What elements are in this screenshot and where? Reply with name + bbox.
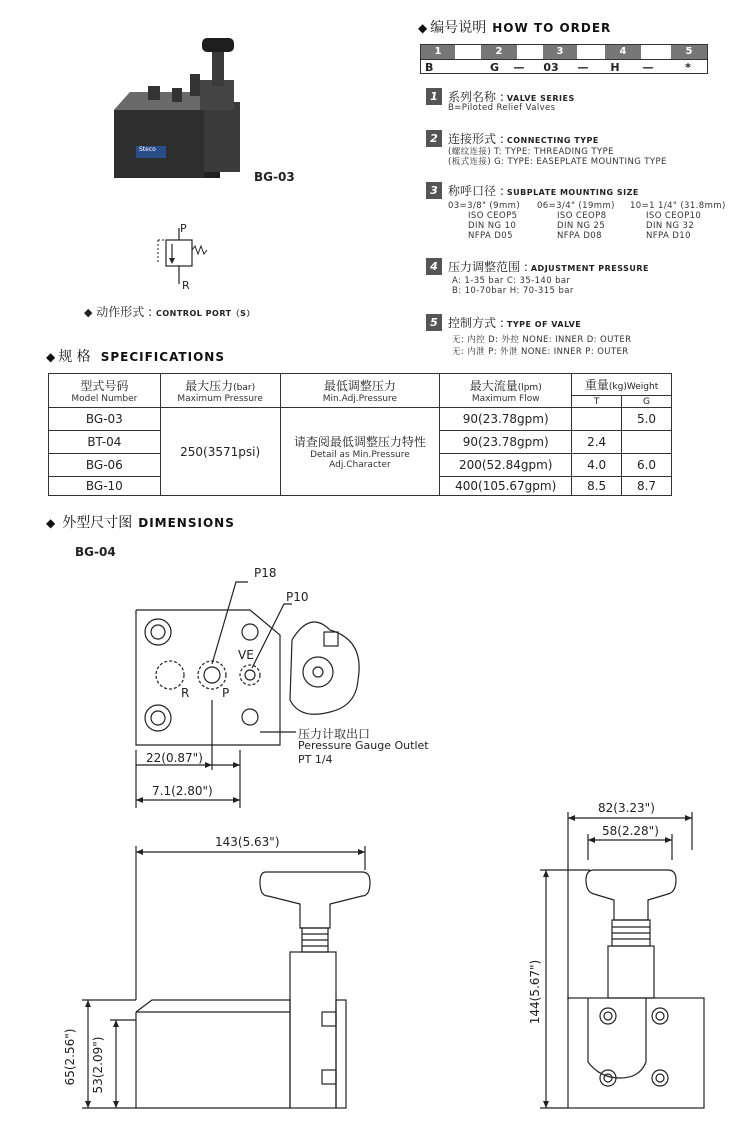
code-num-4: 4: [605, 45, 641, 59]
product-photo: [100, 30, 260, 190]
dim-53: 53(2.09"): [91, 1036, 105, 1094]
order-item-head: 压力调整范围 : ADJUSTMENT PRESSURE: [448, 260, 650, 274]
label-p: P: [222, 686, 230, 700]
col-model-header: 型式号码 Model Number: [49, 374, 161, 408]
diamond-icon: ◆: [84, 306, 93, 319]
order-item-4: [426, 258, 736, 298]
code-num-2: 2: [481, 45, 517, 59]
cell-weight-g: 5.0: [622, 408, 672, 431]
order-code-values: [421, 59, 707, 74]
cell-weight-t: 8.5: [572, 477, 622, 496]
col-minadj-header: 最低调整压力 Min.Adj.Pressure: [280, 374, 440, 408]
size-col-2: 06=3/4" (19mm) ISO CEOP8 DIN NG 25 NFPA D08: [537, 201, 615, 241]
diamond-icon: ◆: [46, 516, 56, 530]
dimensions-title: [46, 512, 235, 532]
col-weight-header: 重量(kg)Weight: [572, 374, 672, 396]
body-brand-label: Steco: [139, 146, 156, 153]
how-to-order-title: [418, 17, 611, 37]
how-to-order-title-zh: 编号说明: [430, 20, 487, 36]
order-item-head: 连接形式 : CONNECTING TYPE: [448, 132, 599, 146]
label-gauge-en: Peressure Gauge Outlet: [298, 739, 429, 752]
cell-weight-t: [572, 408, 622, 431]
cell-pressure: 250(3571psi): [160, 408, 280, 496]
cell-model: BT-04: [49, 431, 161, 454]
order-item-number: 3: [426, 182, 442, 199]
order-code-header: [421, 45, 707, 59]
code-dash-3: —: [642, 61, 654, 74]
diamond-icon: ◆: [418, 21, 428, 35]
cell-model: BG-03: [49, 408, 161, 431]
col-weight-t: T: [572, 396, 622, 408]
specifications-title: [46, 346, 225, 366]
cell-flow: 90(23.78gpm): [440, 431, 572, 454]
top-view-drawing: [0, 560, 750, 810]
side-view-drawing: [0, 790, 750, 1120]
cell-model: BG-06: [49, 454, 161, 477]
code-val-star: *: [685, 61, 691, 74]
specifications-title-zh: 规 格: [58, 349, 91, 365]
order-item-line: 无: 内泄 P: 外泄 NONE: INNER P: OUTER: [452, 347, 629, 357]
dim-143: 143(5.63"): [215, 835, 280, 849]
label-p10: P10: [286, 590, 309, 604]
order-item-number: 5: [426, 314, 442, 331]
specifications-title-en: SPECIFICATIONS: [100, 350, 225, 364]
cell-weight-g: [622, 431, 672, 454]
code-val-g: G: [489, 61, 499, 74]
col-weight-g: G: [622, 396, 672, 408]
order-item-line: (板式连接) G: TYPE: EASEPLATE MOUNTING TYPE: [448, 157, 667, 167]
cell-flow: 400(105.67gpm): [440, 477, 572, 496]
label-r: R: [181, 686, 190, 700]
label-gauge-thread: PT 1/4: [298, 753, 333, 766]
order-item-line: B=Piloted Relief Valves: [448, 103, 556, 113]
order-item-head: 系列名称 : VALVE SERIES: [448, 90, 575, 104]
order-code-box: [420, 44, 708, 74]
diamond-icon: ◆: [46, 350, 56, 364]
cell-model: BG-10: [49, 477, 161, 496]
dimensions-model: BG-04: [75, 545, 116, 559]
cell-flow: 200(52.84gpm): [440, 454, 572, 477]
order-item-number: 2: [426, 130, 442, 147]
cell-weight-t: 2.4: [572, 431, 622, 454]
code-val-h: H: [610, 61, 620, 74]
dim-65: 65(2.56"): [63, 1028, 77, 1086]
cell-weight-t: 4.0: [572, 454, 622, 477]
order-item-3: [424, 182, 734, 242]
code-dash-1: —: [513, 61, 525, 74]
order-item-line: 无: 内控 D: 外控 NONE: INNER D: OUTER: [452, 335, 632, 345]
order-item-2: [426, 130, 736, 170]
order-item-line: B: 10-70bar H: 70-315 bar: [452, 286, 574, 296]
order-item-head: 称呼口径 : SUBPLATE MOUNTING SIZE: [448, 184, 639, 198]
code-num-3: 3: [543, 45, 577, 59]
size-col-3: 10=1 1/4" (31.8mm) ISO CEOP10 DIN NG 32 NFPA D10: [630, 201, 726, 241]
control-port-zh: 动作形式 :: [96, 305, 153, 319]
cell-weight-g: 8.7: [622, 477, 672, 496]
order-item-number: 1: [426, 88, 442, 105]
how-to-order-title-en: HOW TO ORDER: [492, 21, 612, 35]
dim-82: 82(3.23"): [598, 801, 655, 815]
dimensions-title-zh: 外型尺寸图: [62, 515, 133, 531]
label-gauge-zh: 压力计取出口: [298, 727, 371, 741]
order-item-line: (螺纹连接) T: TYPE: THREADING TYPE: [448, 147, 614, 157]
product-model-label: BG-03: [254, 170, 295, 184]
dimensions-title-en: DIMENSIONS: [138, 516, 235, 530]
dim-7-1: 7.1(2.80"): [152, 784, 213, 798]
table-row: [49, 408, 672, 431]
label-p18: P18: [254, 566, 277, 580]
code-num-5: 5: [671, 45, 707, 59]
size-col-1: 03=3/8" (9mm) ISO CEOP5 DIN NG 10 NFPA D05: [448, 201, 521, 241]
specifications-table: [48, 373, 672, 496]
code-num-1: 1: [421, 45, 455, 59]
hydraulic-symbol: [150, 224, 220, 294]
order-item-head: 控制方式 : TYPE OF VALVE: [448, 316, 582, 330]
col-pressure-header: 最大压力(bar) Maximum Pressure: [160, 374, 280, 408]
code-val-b: B: [425, 61, 434, 74]
dim-22: 22(0.87"): [146, 751, 203, 765]
order-item-5: [426, 314, 736, 358]
order-item-line: A: 1-35 bar C: 35-140 bar: [452, 276, 571, 286]
label-ve: VE: [238, 648, 254, 662]
cell-minadj: 请查阅最低调整压力特性 Detail as Min.Pressure Adj.Character: [280, 408, 440, 496]
cell-weight-g: 6.0: [622, 454, 672, 477]
control-port-caption: [84, 303, 255, 320]
col-flow-header: 最大流量(lpm) Maximum Flow: [440, 374, 572, 408]
dim-58: 58(2.28"): [602, 824, 659, 838]
symbol-port-r: R: [182, 279, 190, 292]
code-dash-2: —: [577, 61, 589, 74]
cell-flow: 90(23.78gpm): [440, 408, 572, 431]
order-item-number: 4: [426, 258, 442, 275]
order-item-1: [426, 88, 736, 118]
symbol-port-p: P: [180, 222, 187, 235]
control-port-en: CONTROL PORT（S）: [155, 309, 255, 318]
code-val-03: 03: [543, 61, 559, 74]
dim-144: 144(5.67"): [528, 959, 542, 1025]
